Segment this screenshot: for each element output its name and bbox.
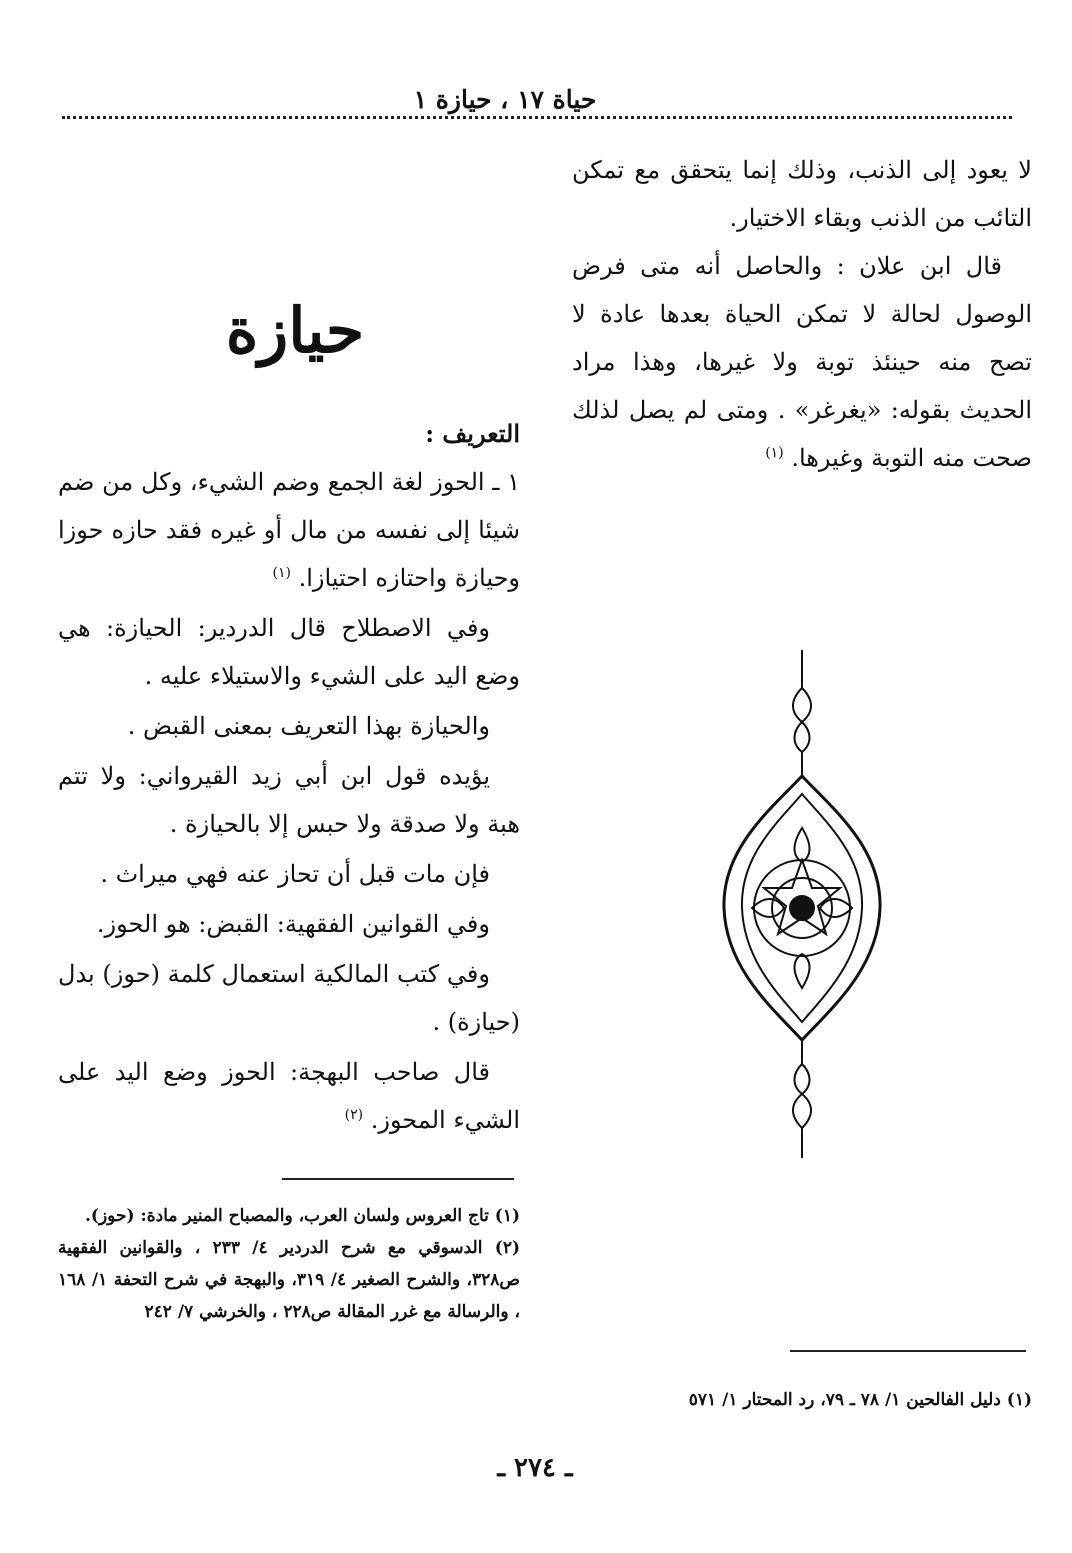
page-number: ـ ٢٧٤ ـ <box>497 1453 573 1483</box>
footnote-ref: (٢) <box>344 1107 364 1123</box>
left-paragraph-8-text: قال صاحب البهجة: الحوز وضع اليد على الشيء المحوز. <box>58 1058 520 1134</box>
footnote-item: (٢) الدسوقي مع شرح الدردير ٤/ ٢٣٣ ، والقوانين الفقهية ص٣٢٨، والشرح الصغير ٤/ ٣١٩، والبهجة في شرح التحفة ١/ ١٦٨ ، والرسالة مع غرر المقالة ص٢٢٨ ، والخرشي ٧/ ٢٤٢ <box>58 1238 520 1322</box>
footnotes-left <box>58 1200 520 1328</box>
header-dotted-rule <box>62 116 1012 119</box>
footnote-item: (١) تاج العروس ولسان العرب، والمصباح المنير مادة: (حوز). <box>85 1206 520 1226</box>
left-paragraph-2: وفي الاصطلاح قال الدردير: الحيازة: هي وضع اليد على الشيء والاستيلاء عليه . <box>58 614 520 690</box>
left-paragraph-4: يؤيده قول ابن أبي زيد القيرواني: ولا تتم هبة ولا صدقة ولا حبس إلا بالحيازة . <box>58 762 520 838</box>
left-paragraph-7: وفي كتب المالكية استعمال كلمة (حوز) بدل (حيازة) . <box>58 960 520 1036</box>
footnotes-right <box>600 1384 1032 1416</box>
footnote-item: (١) دليل الفالحين ١/ ٧٨ ـ ٧٩، رد المحتار ١/ ٥٧١ <box>688 1390 1032 1410</box>
decorative-ornament <box>712 648 892 1160</box>
right-column <box>572 146 1032 482</box>
left-paragraph-1 <box>58 458 520 602</box>
running-header: حياة ١٧ ، حيازة ١ <box>413 85 597 114</box>
left-paragraph-8 <box>58 1048 520 1144</box>
left-paragraph-5: فإن مات قبل أن تحاز عنه فهي ميراث . <box>100 860 490 888</box>
subheading-definition: التعريف : <box>425 419 520 448</box>
footnote-ref: (١) <box>765 445 784 461</box>
left-paragraph-6: وفي القوانين الفقهية: القبض: هو الحوز. <box>96 910 490 938</box>
right-paragraph-1: لا يعود إلى الذنب، وذلك إنما يتحقق مع تمكن التائب من الذنب وبقاء الاختيار. <box>572 156 1032 232</box>
right-paragraph-2 <box>572 242 1032 482</box>
section-title: حيازة <box>225 294 365 367</box>
left-paragraph-3: والحيازة بهذا التعريف بمعنى القبض . <box>127 712 490 740</box>
footnote-ref: (١) <box>272 565 291 581</box>
right-paragraph-2-text: قال ابن علان : والحاصل أنه متى فرض الوصول لحالة لا تمكن الحياة بعدها عادة لا تصح منه حينئذ توبة ولا غيرها، وهذا مراد الحديث بقوله: «يغرغر» . ومتى لم يصل لذلك صحت منه التوبة وغيرها. <box>572 252 1032 472</box>
footnote-rule-right <box>790 1350 1026 1352</box>
footnote-rule-left <box>282 1178 514 1180</box>
left-paragraph-1-text: ١ ـ الحوز لغة الجمع وضم الشيء، وكل من ضم شيئا إلى نفسه من مال أو غيره فقد حازه حوزا وحيازة واحتازه احتيازا. <box>58 468 520 592</box>
left-column <box>58 410 520 1144</box>
